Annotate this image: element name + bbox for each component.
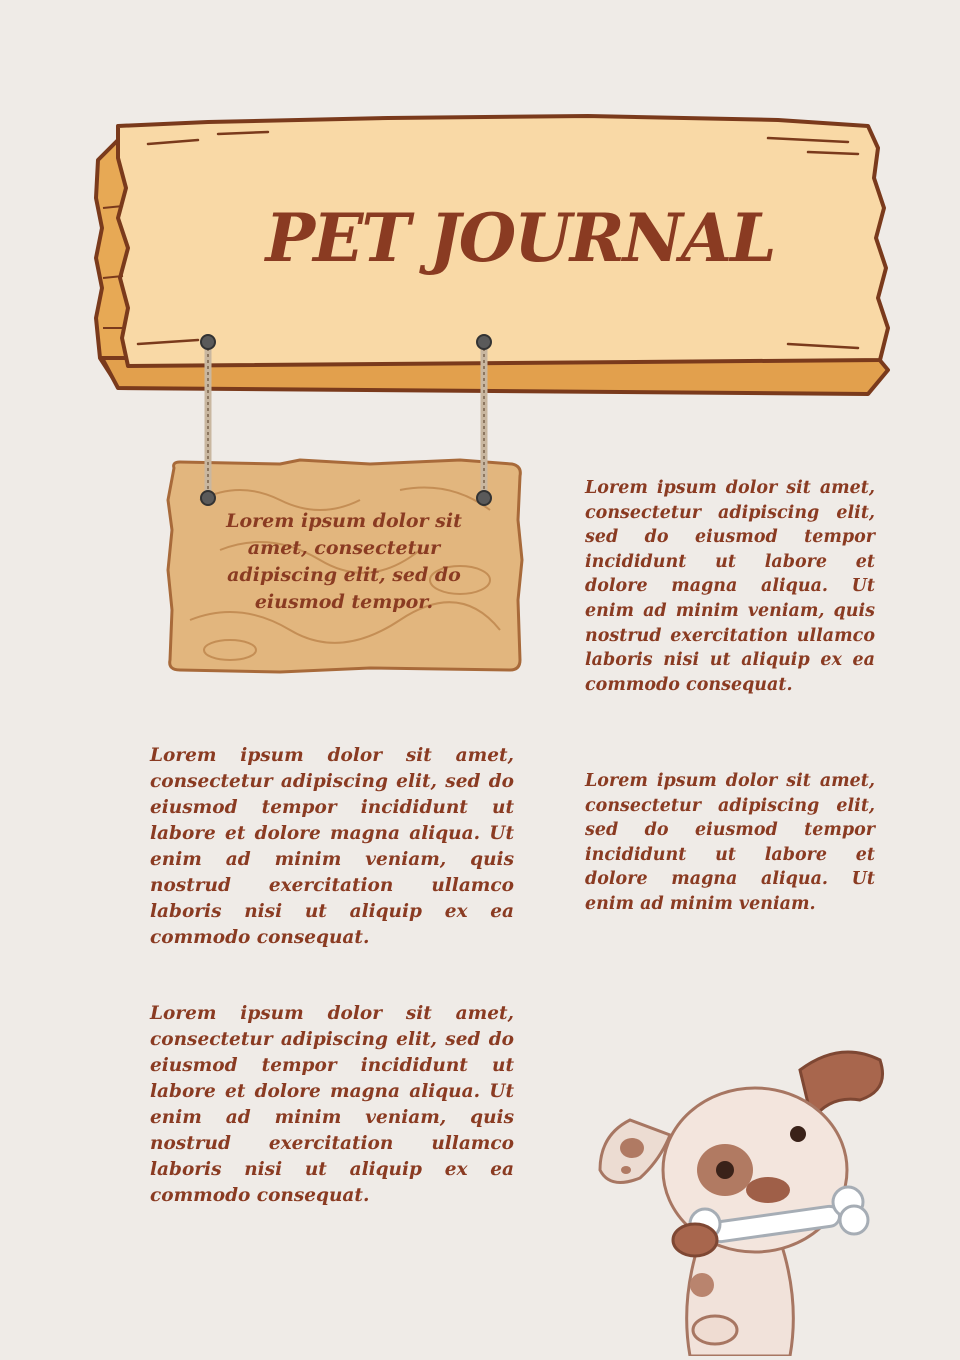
paragraph-right-bottom: Lorem ipsum dolor sit amet, consectetur adipiscing elit, sed do eiusmod tempor incididunt ut labore et dolore magna aliqua. Ut enim ad minim veniam. <box>585 771 875 914</box>
hanging-sign-graphic <box>160 330 530 680</box>
page-title: PET JOURNAL <box>265 199 775 277</box>
paragraph-left-bottom: Lorem ipsum dolor sit amet, consectetur adipiscing elit, sed do eiusmod tempor incididunt ut labore et dolore magna aliqua. Ut enim ad minim veniam, quis nostrud exercitation ullamco laboris nisi ut aliquip ex ea commodo consequat. <box>150 1003 514 1206</box>
puppy-with-bone-icon <box>590 1040 890 1356</box>
paragraph-right-top: Lorem ipsum dolor sit amet, consectetur adipiscing elit, sed do eiusmod tempor incididunt ut labore et dolore magna aliqua. Ut enim ad minim veniam, quis nostrud exercitation ullamco laboris nisi ut aliquip ex ea commodo consequat. <box>585 478 875 695</box>
hanging-sign-text: Lorem ipsum dolor sit amet, consectetur adipiscing elit, sed do eiusmod tempor. <box>226 510 462 613</box>
hanging-sign <box>160 330 530 680</box>
puppy-illustration <box>590 1040 890 1356</box>
paragraph-left-top: Lorem ipsum dolor sit amet, consectetur adipiscing elit, sed do eiusmod tempor incididunt ut labore et dolore magna aliqua. Ut enim ad minim veniam, quis nostrud exercitation ullamco laboris nisi ut aliquip ex ea commodo consequat. <box>150 745 514 948</box>
